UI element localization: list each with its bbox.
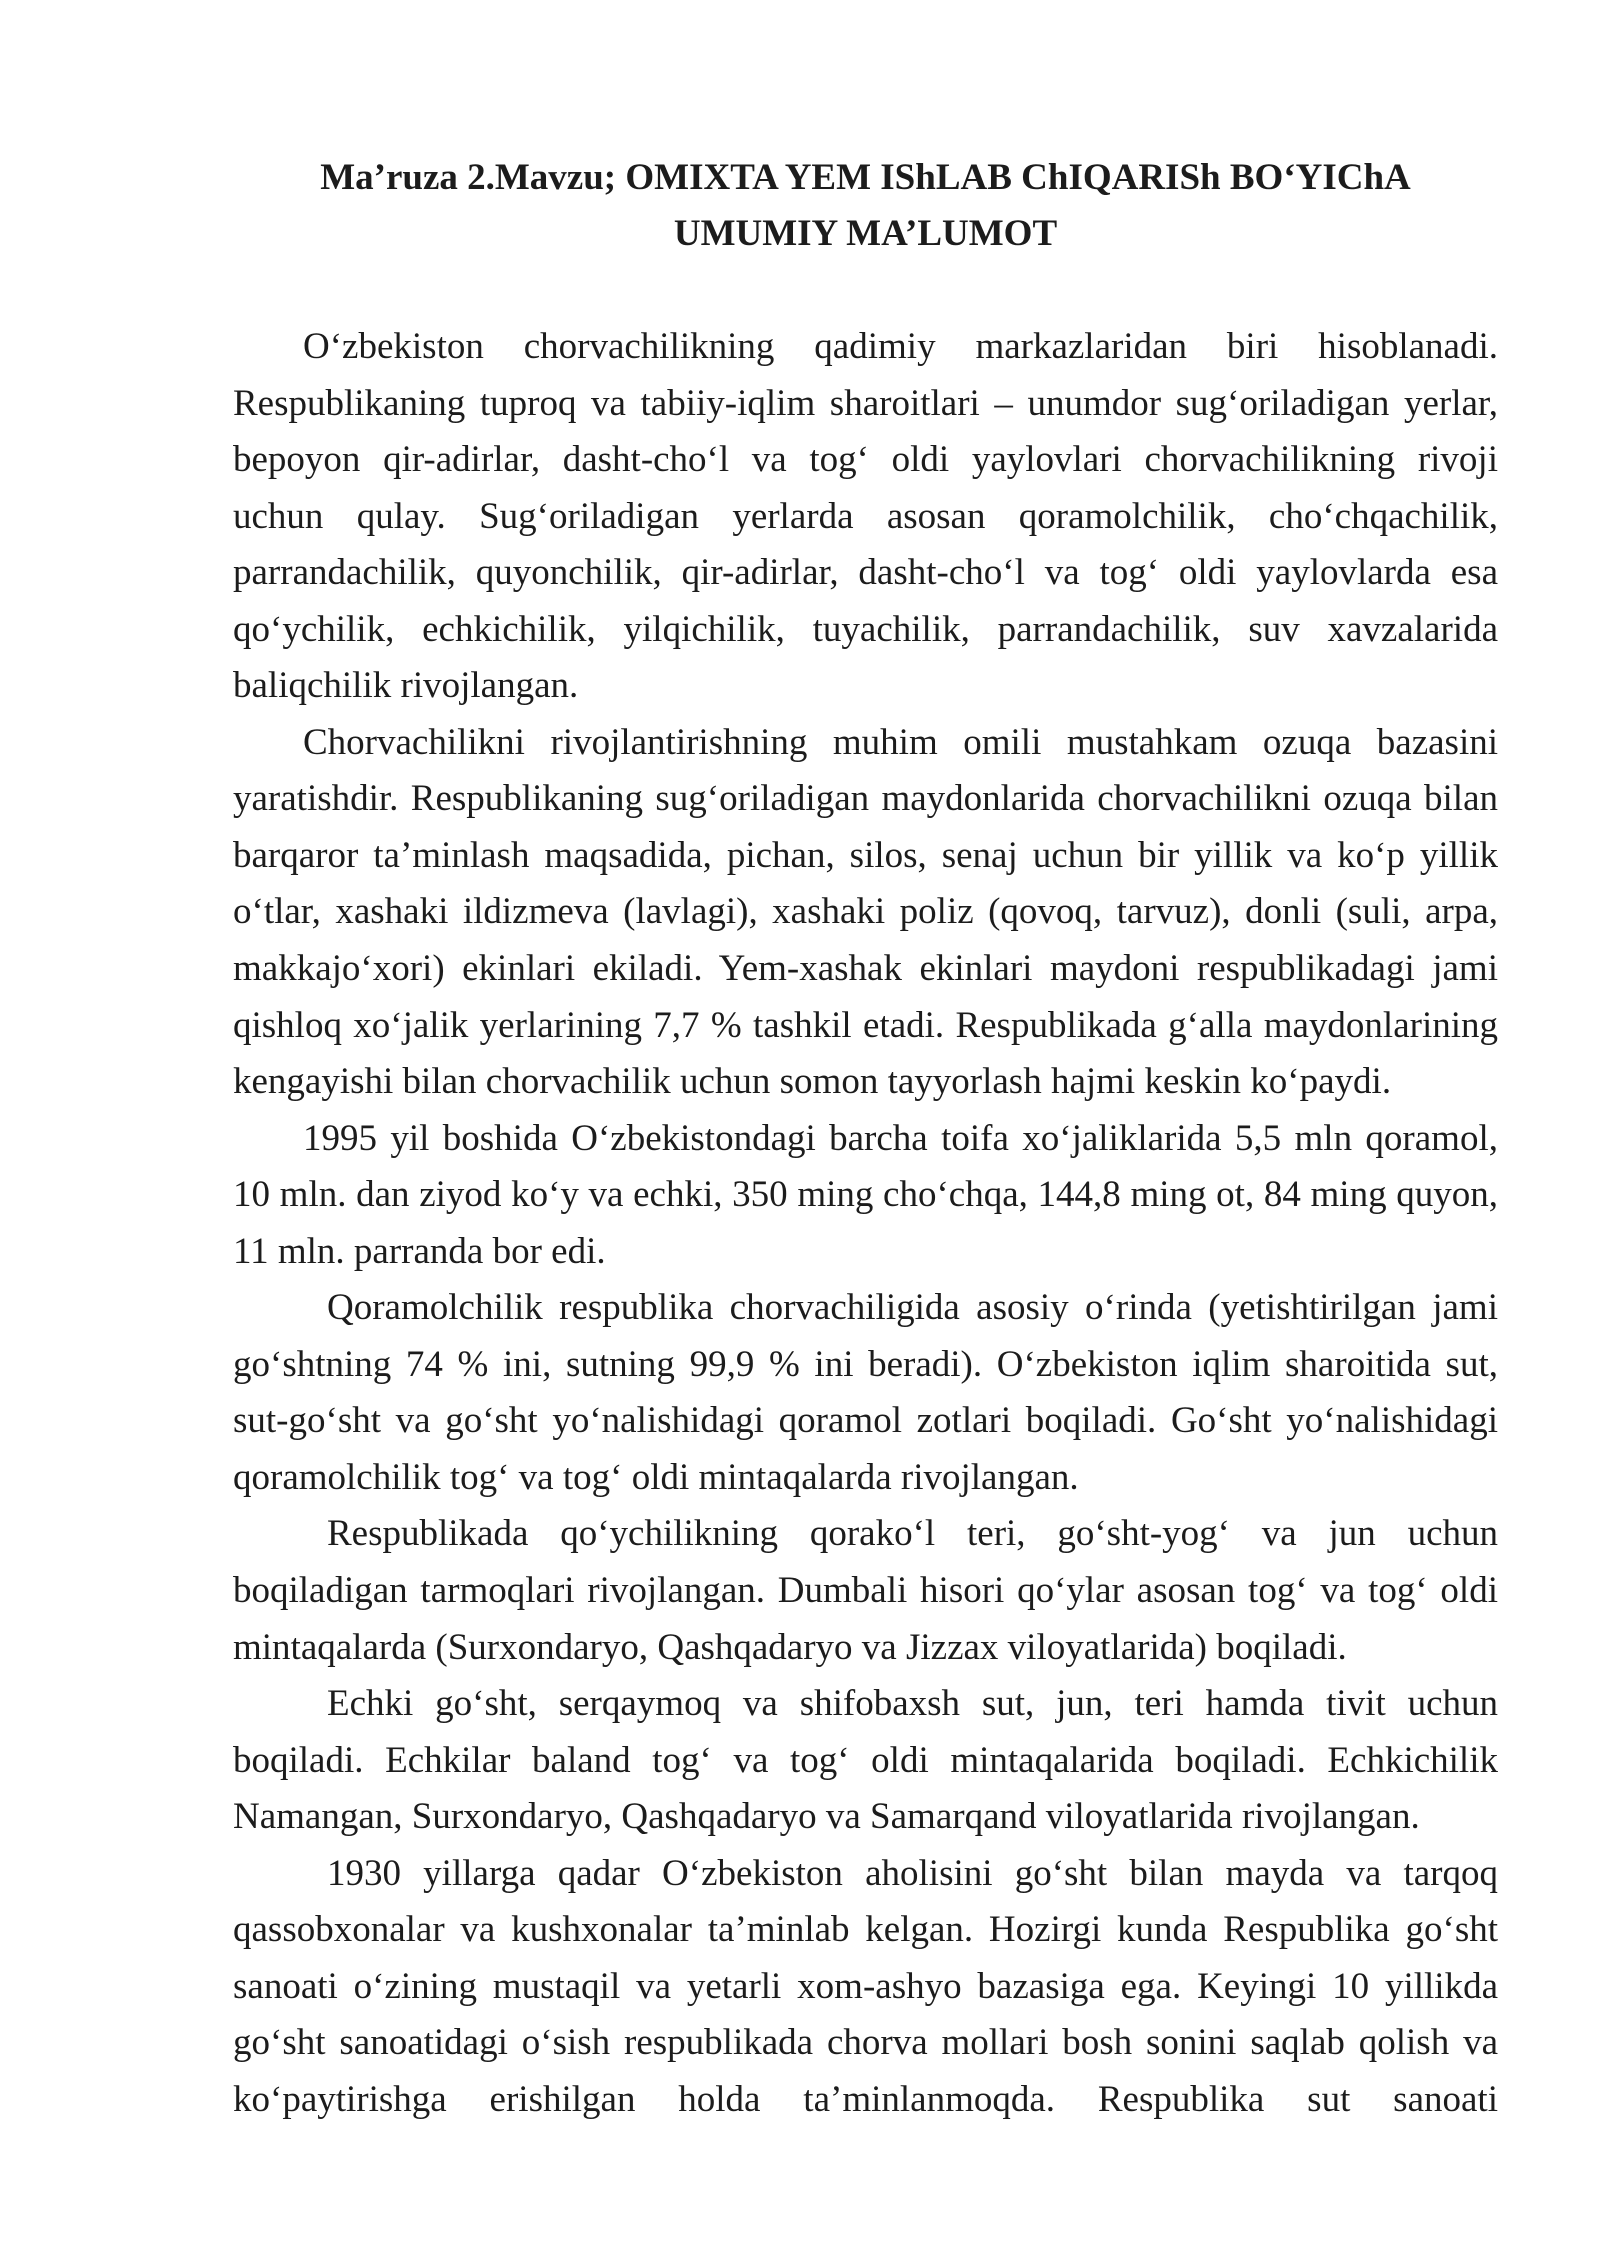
paragraph-3 (233, 1111, 1498, 1281)
paragraph-line: 1995 yil boshida O‘zbekistondagi barcha toifa xo‘jaliklarida 5,5 mln qoramol, (303, 1117, 1498, 1159)
paragraph-line: boqiladigan tarmoqlari rivojlangan. Dumbali hisori qo‘ylar asosan tog‘ va tog‘ oldi (233, 1570, 1498, 1612)
paragraph-2 (233, 715, 1498, 1111)
paragraph-line: barqaror ta’minlash maqsadida, pichan, silos, senaj uchun bir yillik va ko‘p yillik (233, 834, 1498, 876)
paragraph-1 (233, 319, 1498, 715)
paragraph-line: bepoyon qir-adirlar, dasht-cho‘l va tog‘ oldi yaylovlari chorvachilikning rivoji (233, 439, 1498, 481)
paragraph-line: yaratishdir. Respublikaning sug‘oriladigan maydonlarida chorvachilikni ozuqa bilan (233, 778, 1498, 820)
paragraph-line: qo‘ychilik, echkichilik, yilqichilik, tuyachilik, parrandachilik, suv xavzalarida (233, 608, 1498, 650)
paragraph-line: 1930 yillarga qadar O‘zbekiston aholisini go‘sht bilan mayda va tarqoq (327, 1852, 1498, 1894)
paragraph-line: kengayishi bilan chorvachilik uchun somon tayyorlash hajmi keskin ko‘paydi. (233, 1061, 1392, 1103)
paragraph-line: qassobxonalar va kushxonalar ta’minlab kelgan. Hozirgi kunda Respublika go‘sht (233, 1909, 1498, 1951)
document-body (233, 150, 1498, 2129)
paragraph-line: Chorvachilikni rivojlantirishning muhim omili mustahkam ozuqa bazasini (303, 721, 1498, 763)
paragraph-line: qoramolchilik tog‘ va tog‘ oldi mintaqalarda rivojlangan. (233, 1456, 1079, 1498)
paragraph-line: Respublikaning tuproq va tabiiy-iqlim sharoitlari – unumdor sug‘oriladigan yerlar, (233, 382, 1498, 424)
paragraph-line: Respublikada qo‘ychilikning qorako‘l teri, go‘sht-yog‘ va jun uchun (327, 1513, 1498, 1555)
paragraph-line: sanoati o‘zining mustaqil va yetarli xom-ashyo bazasiga ega. Keyingi 10 yillikda (233, 1965, 1498, 2007)
paragraph-5 (233, 1506, 1498, 1676)
paragraph-line: parrandachilik, quyonchilik, qir-adirlar, dasht-cho‘l va tog‘ oldi yaylovlarda esa (233, 552, 1498, 594)
document-title (233, 150, 1498, 261)
paragraph-line: o‘tlar, xashaki ildizmeva (lavlagi), xashaki poliz (qovoq, tarvuz), donli (suli, arpa, (233, 891, 1498, 933)
paragraph-line: makkajo‘xori) ekinlari ekiladi. Yem-xashak ekinlari maydoni respublikadagi jami (233, 948, 1498, 990)
paragraph-line: mintaqalarda (Surxondaryo, Qashqadaryo va Jizzax viloyatlarida) boqiladi. (233, 1626, 1347, 1668)
paragraph-line: 10 mln. dan ziyod ko‘y va echki, 350 ming cho‘chqa, 144,8 ming ot, 84 ming quyon, (233, 1174, 1498, 1216)
paragraph-line: O‘zbekiston chorvachilikning qadimiy markazlaridan biri hisoblanadi. (303, 326, 1498, 367)
paragraph-line: 11 mln. parranda bor edi. (233, 1230, 606, 1272)
paragraph-6 (233, 1676, 1498, 1846)
paragraph-line: sut-go‘sht va go‘sht yo‘nalishidagi qoramol zotlari boqiladi. Go‘sht yo‘nalishidagi (233, 1400, 1498, 1442)
paragraph-line: go‘shtning 74 % ini, sutning 99,9 % ini beradi). O‘zbekiston iqlim sharoitida sut, (233, 1343, 1498, 1385)
paragraph-7 (233, 1846, 1498, 2129)
paragraph-line: Namangan, Surxondaryo, Qashqadaryo va Samarqand viloyatlarida rivojlangan. (233, 1796, 1420, 1838)
paragraph-line: boqiladi. Echkilar baland tog‘ va tog‘ oldi mintaqalarida boqiladi. Echkichilik (233, 1739, 1498, 1781)
paragraph-line: Echki go‘sht, serqaymoq va shifobaxsh sut, jun, teri hamda tivit uchun (327, 1683, 1498, 1725)
paragraph-line: go‘sht sanoatidagi o‘sish respublikada chorva mollari bosh sonini saqlab qolish va (233, 2022, 1498, 2064)
paragraph-line: uchun qulay. Sug‘oriladigan yerlarda asosan qoramolchilik, cho‘chqachilik, (233, 495, 1498, 537)
paragraph-line: ko‘paytirishga erishilgan holda ta’minlanmoqda. Respublika sut sanoati (233, 2078, 1498, 2120)
paragraph-line: Qoramolchilik respublika chorvachiligida asosiy o‘rinda (yetishtirilgan jami (327, 1287, 1498, 1329)
title-line-2: UMUMIY MA’LUMOT (673, 212, 1058, 254)
paragraph-line: qishloq xo‘jalik yerlarining 7,7 % tashkil etadi. Respublikada g‘alla maydonlarining (233, 1004, 1498, 1046)
title-line-1: Ma’ruza 2.Mavzu; OMIXTA YEM IShLAB ChIQARISh BO‘YIChA (320, 157, 1411, 198)
paragraph-line: baliqchilik rivojlangan. (233, 665, 579, 707)
paragraph-4 (233, 1280, 1498, 1506)
